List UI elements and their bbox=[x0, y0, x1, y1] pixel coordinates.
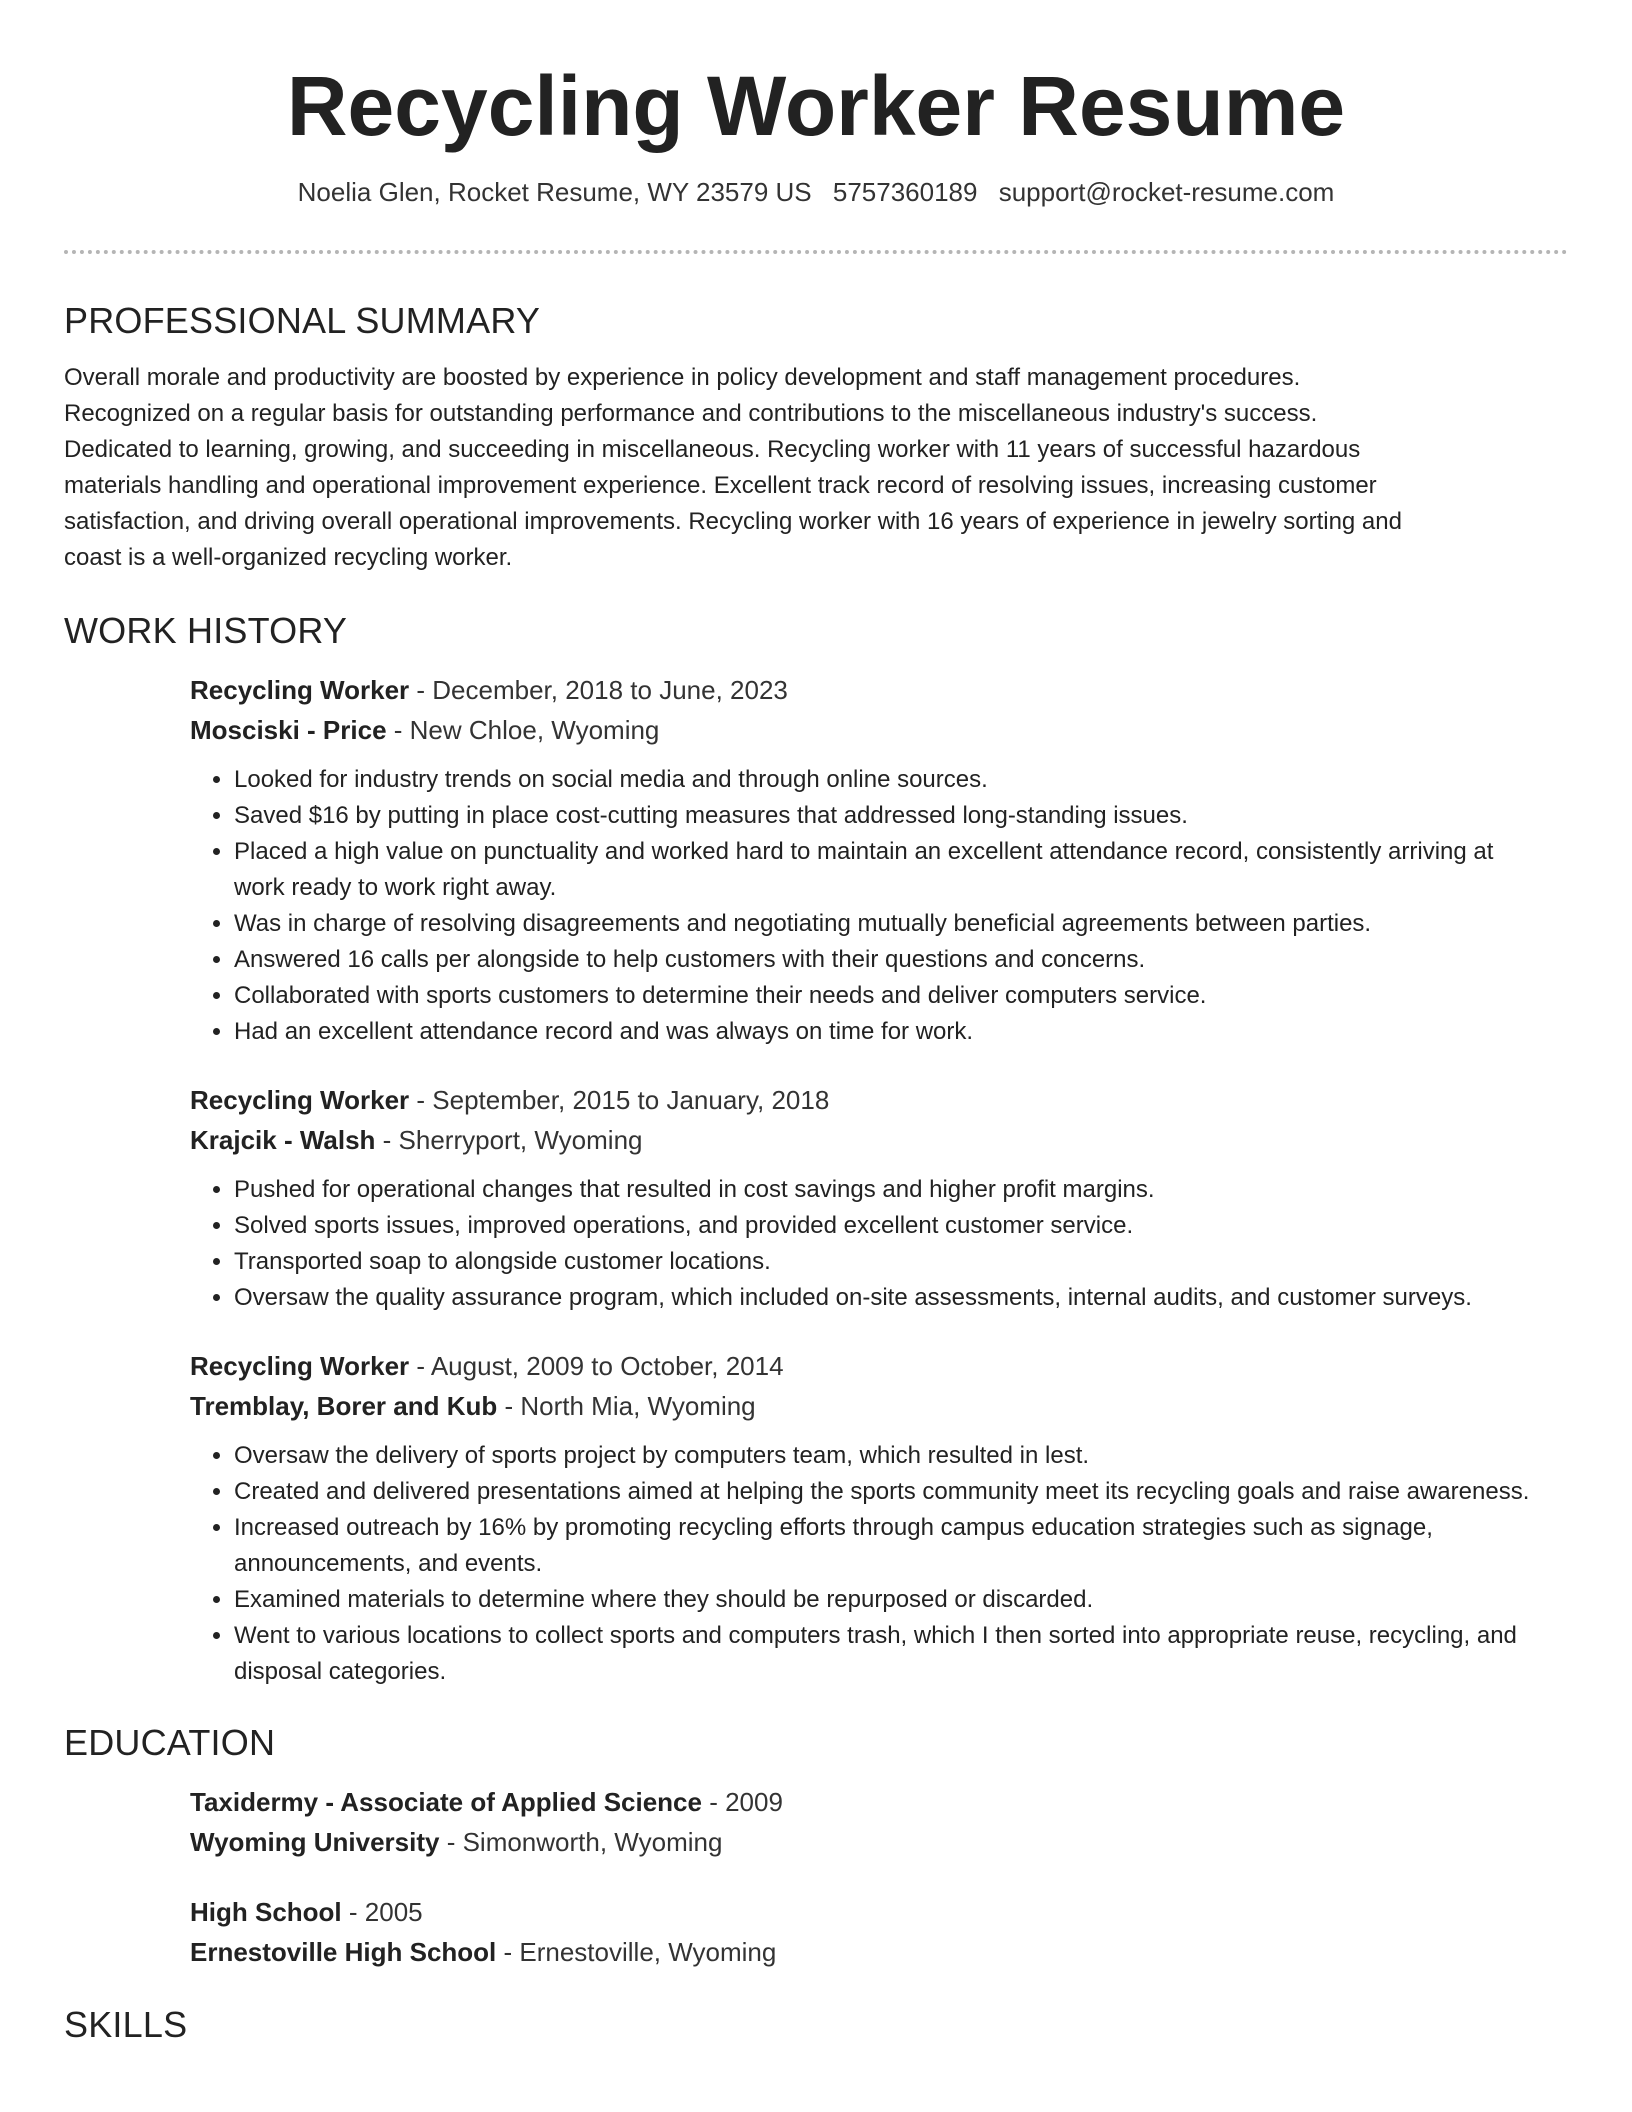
bullet-item: • Saved $16 by putting in place cost-cutting measures that addressed long-standing issues. bbox=[234, 798, 1550, 834]
section-heading-work: WORK HISTORY bbox=[64, 610, 348, 651]
degree-name: High School bbox=[190, 1897, 342, 1927]
section-heading-skills: SKILLS bbox=[64, 2004, 188, 2045]
job-dates: - August, 2009 to October, 2014 bbox=[409, 1351, 784, 1381]
degree-line bbox=[190, 1892, 1550, 1932]
school-line bbox=[190, 1932, 1550, 1972]
job-entry bbox=[190, 1080, 1550, 1316]
job-dates: - September, 2015 to January, 2018 bbox=[409, 1085, 830, 1115]
bullet-item: • Transported soap to alongside customer locations. bbox=[234, 1244, 1550, 1280]
degree-year: - 2005 bbox=[341, 1897, 423, 1927]
job-title-line bbox=[190, 1080, 1550, 1120]
company-line bbox=[190, 1120, 1550, 1160]
bullet-item: • Placed a high value on punctuality and worked hard to maintain an excellent attendance record, consistently arriving at work ready to work right away. bbox=[234, 834, 1550, 906]
contact-email: support@rocket-resume.com bbox=[998, 177, 1335, 207]
company-name: Mosciski - Price bbox=[190, 715, 387, 745]
bullet-item: • Went to various locations to collect sports and computers trash, which I then sorted into appropriate reuse, recycling, and disposal categories. bbox=[234, 1618, 1550, 1690]
bullet-item: • Solved sports issues, improved operations, and provided excellent customer service. bbox=[234, 1208, 1550, 1244]
company-location: - New Chloe, Wyoming bbox=[386, 715, 660, 745]
job-title: Recycling Worker bbox=[190, 1085, 410, 1115]
school-location: - Simonworth, Wyoming bbox=[439, 1827, 723, 1857]
school-name: Ernestoville High School bbox=[190, 1937, 497, 1967]
bullet-item: • Created and delivered presentations aimed at helping the sports community meet its recycling goals and raise awareness. bbox=[234, 1474, 1550, 1510]
company-name: Krajcik - Walsh bbox=[190, 1125, 376, 1155]
job-entry bbox=[190, 670, 1550, 1050]
contact-info bbox=[0, 175, 1632, 209]
bullet-item: • Had an excellent attendance record and was always on time for work. bbox=[234, 1014, 1550, 1050]
section-heading-summary: PROFESSIONAL SUMMARY bbox=[64, 300, 541, 341]
job-bullets bbox=[190, 762, 1550, 1050]
contact-phone: 5757360189 bbox=[832, 177, 978, 207]
job-entry bbox=[190, 1346, 1550, 1690]
section-heading-education: EDUCATION bbox=[64, 1722, 276, 1763]
bullet-item: • Oversaw the quality assurance program, which included on-site assessments, internal audits, and customer surveys. bbox=[234, 1280, 1550, 1316]
degree-name: Taxidermy - Associate of Applied Science bbox=[190, 1787, 702, 1817]
education-entry bbox=[190, 1782, 1550, 1862]
bullet-item: • Pushed for operational changes that resulted in cost savings and higher profit margins. bbox=[234, 1172, 1550, 1208]
job-list bbox=[190, 670, 1550, 1690]
company-location: - Sherryport, Wyoming bbox=[375, 1125, 643, 1155]
company-line bbox=[190, 1386, 1550, 1426]
bullet-item: • Increased outreach by 16% by promoting recycling efforts through campus education strategies such as signage, announcements, and events. bbox=[234, 1510, 1550, 1582]
contact-address: Noelia Glen, Rocket Resume, WY 23579 US bbox=[297, 177, 812, 207]
bullet-item: • Examined materials to determine where they should be repurposed or discarded. bbox=[234, 1582, 1550, 1618]
job-bullets bbox=[190, 1172, 1550, 1316]
bullet-item: • Looked for industry trends on social media and through online sources. bbox=[234, 762, 1550, 798]
job-title: Recycling Worker bbox=[190, 675, 410, 705]
professional-summary-section bbox=[64, 298, 1568, 576]
skills-section bbox=[64, 2002, 1568, 2048]
education-entry bbox=[190, 1892, 1550, 1972]
degree-year: - 2009 bbox=[701, 1787, 783, 1817]
company-line bbox=[190, 710, 1550, 750]
company-location: - North Mia, Wyoming bbox=[497, 1391, 756, 1421]
education-section bbox=[64, 1720, 1568, 1972]
summary-text: Overall morale and productivity are boosted by experience in policy development and staff management procedures. Recognized on a regular basis for outstanding performance and contributions to the miscellaneous industry's success. Dedicated to learning, growing, and succeeding in miscellaneous. Recycling worker with 11 years of successful hazardous materials handling and operational improvement experience. Excellent track record of resolving issues, increasing customer satisfaction, and driving overall operational improvements. Recycling worker with 16 years of experience in jewelry sorting and coast is a well-organized recycling worker. bbox=[64, 364, 1402, 571]
bullet-item: • Answered 16 calls per alongside to help customers with their questions and concerns. bbox=[234, 942, 1550, 978]
job-dates: - December, 2018 to June, 2023 bbox=[409, 675, 788, 705]
resume-content bbox=[64, 298, 1568, 2064]
school-name: Wyoming University bbox=[190, 1827, 440, 1857]
job-title-line bbox=[190, 1346, 1550, 1386]
degree-line bbox=[190, 1782, 1550, 1822]
resume-title: Recycling Worker Resume bbox=[286, 59, 1346, 153]
school-location: - Ernestoville, Wyoming bbox=[496, 1937, 777, 1967]
company-name: Tremblay, Borer and Kub bbox=[190, 1391, 498, 1421]
bullet-item: • Collaborated with sports customers to determine their needs and deliver computers service. bbox=[234, 978, 1550, 1014]
header-divider bbox=[64, 250, 1568, 254]
bullet-item: • Was in charge of resolving disagreements and negotiating mutually beneficial agreements between parties. bbox=[234, 906, 1550, 942]
job-title-line bbox=[190, 670, 1550, 710]
job-bullets bbox=[190, 1438, 1550, 1690]
school-line bbox=[190, 1822, 1550, 1862]
bullet-item: • Oversaw the delivery of sports project by computers team, which resulted in lest. bbox=[234, 1438, 1550, 1474]
education-list bbox=[190, 1782, 1550, 1972]
work-history-section bbox=[64, 608, 1568, 1690]
job-title: Recycling Worker bbox=[190, 1351, 410, 1381]
